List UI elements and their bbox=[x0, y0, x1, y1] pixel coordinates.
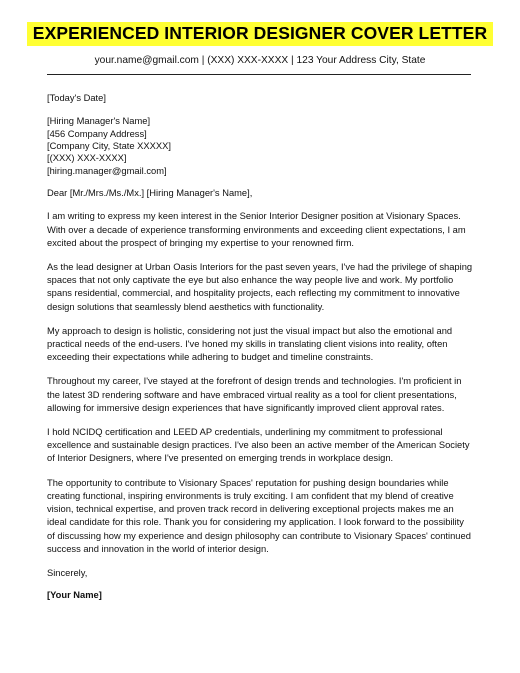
paragraph-credentials: I hold NCIDQ certification and LEED AP credentials, underlining my commitment to professional excellence and sustainable design practices. I've also been an active member of the American Society of Interior Designers, where I've presented on emerging trends in workplace design. bbox=[47, 427, 470, 464]
paragraph-experience: As the lead designer at Urban Oasis Interiors for the past seven years, I've had the privilege of shaping spaces that not only captivate the eye but also enhance the way people live and work. My portfolio spans residential, commercial, and hospitality projects, each reflecting my commitment to innovative design solutions that seamlessly blend aesthetics with functionality. bbox=[47, 262, 473, 312]
recipient-email: [hiring.manager@gmail.com] bbox=[47, 165, 167, 176]
paragraph-approach: My approach to design is holistic, considering not just the visual impact but also the emotional and practical needs of the end-users. I've honed my skills in translating client visions into reality, often exceeding their expectations while adhering to budget and timeline constraints. bbox=[47, 325, 453, 363]
recipient-address: [456 Company Address] bbox=[47, 128, 147, 139]
recipient-phone: [(XXX) XXX-XXXX] bbox=[47, 153, 127, 164]
salutation: Dear [Mr./Mrs./Ms./Mx.] [Hiring Manager's Name], bbox=[47, 188, 253, 199]
paragraph-closing: The opportunity to contribute to Visionary Spaces' reputation for pushing design boundaries while creating functional, inspiring environments is truly exciting. I am confident that my blend of creative vision, technical expertise, and proven track record in delivering exceptional projects makes me an ideal candidate for this role. Thank you for considering my application. I look forward to the possibility of discussing how my experience and design philosophy can contribute to Visionary Spaces' continued success and innovation in the world of interior design. bbox=[47, 477, 471, 554]
contact-line: your.name@gmail.com | (XXX) XXX-XXXX | 123 Your Address City, State bbox=[94, 55, 426, 66]
paragraph-intro: I am writing to express my keen interest in the Senior Interior Designer position at Visionary Spaces. With over a decade of experience transforming environments and exceeding client expectations, I am excited about the prospect of bringing my expertise to your renowned firm. bbox=[47, 211, 466, 248]
paragraph-technology: Throughout my career, I've stayed at the forefront of design trends and technologies. I'm proficient in the latest 3D rendering software and have embraced virtual reality as a tool for client presentations, allowing for immersive design experiences that have significantly improved client approval rates. bbox=[47, 376, 462, 413]
signature-name: [Your Name] bbox=[47, 590, 102, 601]
closing-phrase: Sincerely, bbox=[47, 567, 88, 578]
header-divider bbox=[47, 74, 471, 75]
page-title: EXPERIENCED INTERIOR DESIGNER COVER LETTER bbox=[27, 22, 493, 46]
recipient-name: [Hiring Manager's Name] bbox=[47, 116, 151, 127]
recipient-city: [Company City, State XXXXX] bbox=[47, 141, 171, 152]
title-container bbox=[0, 22, 520, 46]
recipient-block bbox=[47, 115, 473, 177]
letter-date: [Today's Date] bbox=[47, 93, 106, 103]
letter-body bbox=[47, 92, 473, 602]
